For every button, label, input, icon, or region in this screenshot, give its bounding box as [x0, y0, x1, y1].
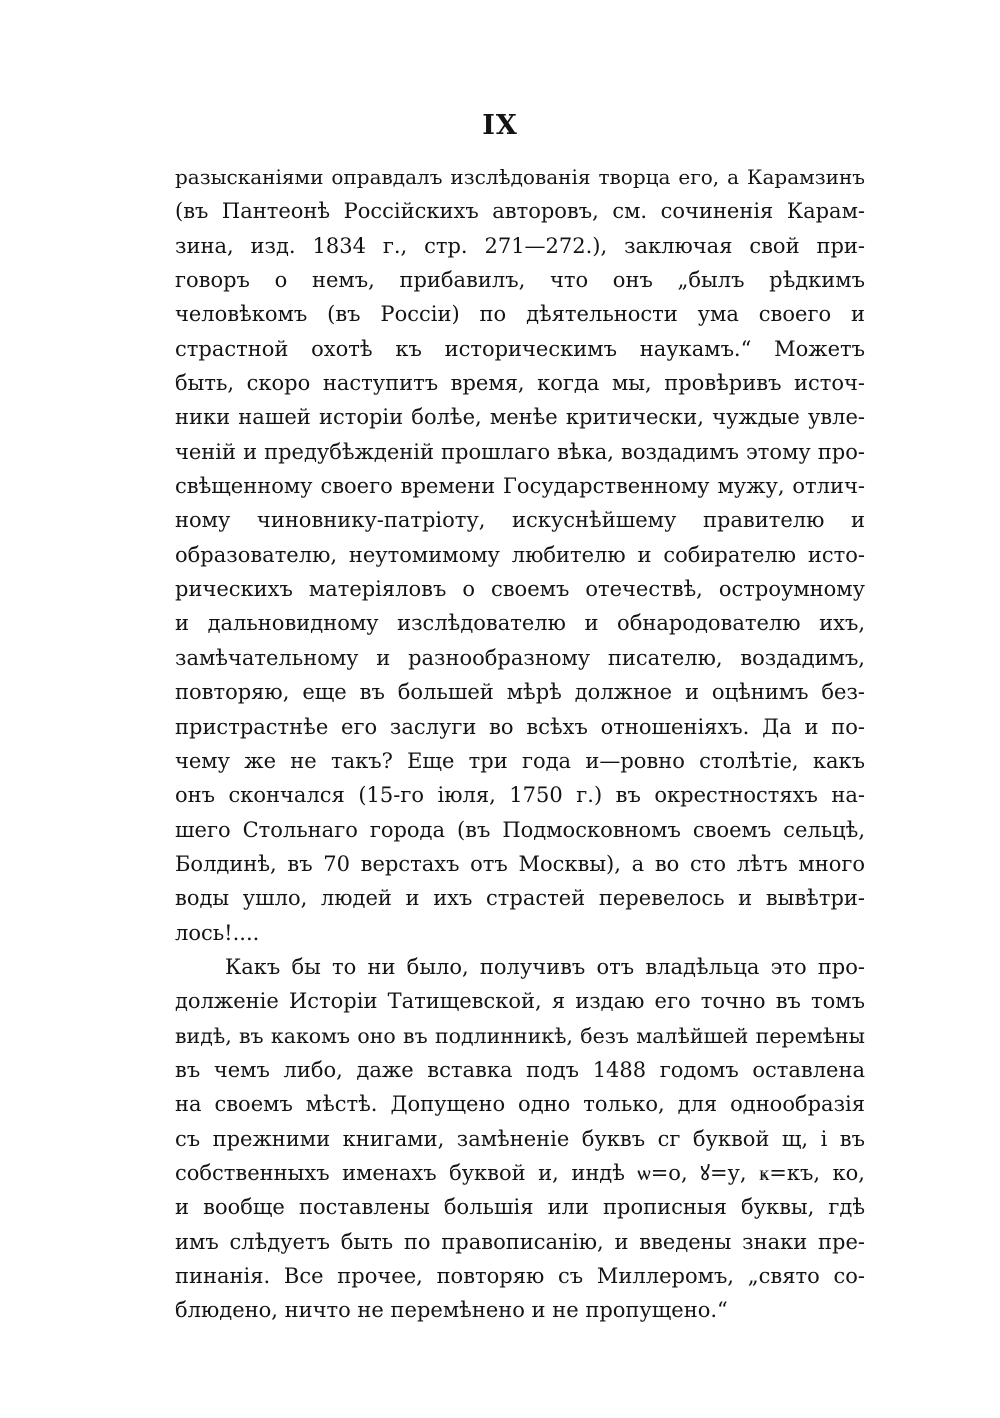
text-line: видѣ, въ какомъ оно въ подлинникѣ, безъ малѣйшей перемѣны — [175, 1023, 865, 1048]
text-line: Какъ бы то ни было, получивъ отъ владѣльца это про- — [225, 954, 865, 979]
text-line: пинанія. Все прочее, повторяю съ Миллеромъ, „свято со- — [175, 1264, 865, 1288]
text-line: блюдено, ничто не перемѣнено и не пропущено.“ — [175, 1298, 728, 1323]
text-line: долженіе Исторіи Татищевской, я издаю его точно въ томъ — [175, 989, 865, 1014]
text-line: зина, изд. 1834 г., стр. 271—272.), заключая свой при- — [175, 233, 865, 258]
text-line: ченій и предубѣжденій прошлаго вѣка, воздадимъ этому про- — [175, 439, 865, 464]
text-line: свѣщенному своего времени Государственному мужу, отлич- — [175, 474, 865, 499]
text-line: и вообще поставлены большія или прописныя буквы, гдѣ — [175, 1195, 865, 1220]
page-number: IX — [482, 110, 518, 141]
text-line: онъ скончался (15-го іюля, 1750 г.) въ окрестностяхъ на- — [175, 783, 865, 808]
text-line: имъ слѣдуетъ быть по правописанію, и введены знаки пре- — [175, 1229, 865, 1254]
text-line: (въ Пантеонѣ Россійскихъ авторовъ, см. сочиненія Карам- — [175, 199, 865, 224]
text-line: Болдинѣ, въ 70 верстахъ отъ Москвы), а во сто лѣтъ много — [175, 851, 865, 876]
paragraph — [175, 160, 865, 950]
text-line: лось!.... — [175, 920, 260, 945]
text-line: повторяю, еще въ большей мѣрѣ должное и оцѣнимъ без- — [175, 680, 865, 705]
text-line: собственныхъ именахъ буквой и, индѣ ѡ=о, ꙋ=у, ҝ=къ, ко, — [175, 1160, 865, 1185]
text-line: страстной охотѣ къ историческимъ наукамъ.“ Можетъ — [175, 336, 865, 361]
text-line: пристрастнѣе его заслуги во всѣхъ отношеніяхъ. Да и по- — [175, 714, 865, 739]
text-line: чему же не такъ? Еще три года и—ровно столѣтіе, какъ — [175, 748, 865, 773]
text-line: говоръ о немъ, прибавилъ, что онъ „былъ рѣдкимъ — [175, 268, 865, 293]
text-line: ники нашей исторіи болѣе, менѣе критически, чуждые увле- — [175, 405, 865, 430]
text-line: съ прежними книгами, замѣненіе буквъ сг буквой щ, і въ — [175, 1126, 865, 1151]
text-line: воды ушло, людей и ихъ страстей перевелось и вывѣтри- — [175, 886, 865, 911]
text-line: замѣчательному и разнообразному писателю, воздадимъ, — [175, 645, 865, 670]
text-line: разысканіями оправдалъ изслѣдованія творца его, а Карамзинъ — [175, 165, 865, 189]
text-line: образователю, неутомимому любителю и собирателю исто- — [175, 542, 865, 567]
text-line: рическихъ матеріяловъ о своемъ отечествѣ, остроумному — [175, 577, 865, 602]
body-text — [175, 160, 865, 1328]
text-line: шего Стольнаго города (въ Подмосковномъ своемъ сельцѣ, — [175, 817, 865, 842]
text-line: и дальновидному изслѣдователю и обнародователю ихъ, — [175, 611, 865, 636]
text-line: человѣкомъ (въ Россіи) по дѣятельности ума своего и — [175, 302, 865, 327]
text-line: на своемъ мѣстѣ. Допущено одно только, для однообразія — [175, 1092, 865, 1117]
text-line: быть, скоро наступитъ время, когда мы, провѣривъ источ- — [175, 371, 865, 396]
paragraph — [175, 950, 865, 1328]
text-line: въ чемъ либо, даже вставка подъ 1488 годомъ оставлена — [175, 1057, 865, 1082]
text-line: ному чиновнику-патріоту, искуснѣйшему правителю и — [175, 508, 865, 533]
